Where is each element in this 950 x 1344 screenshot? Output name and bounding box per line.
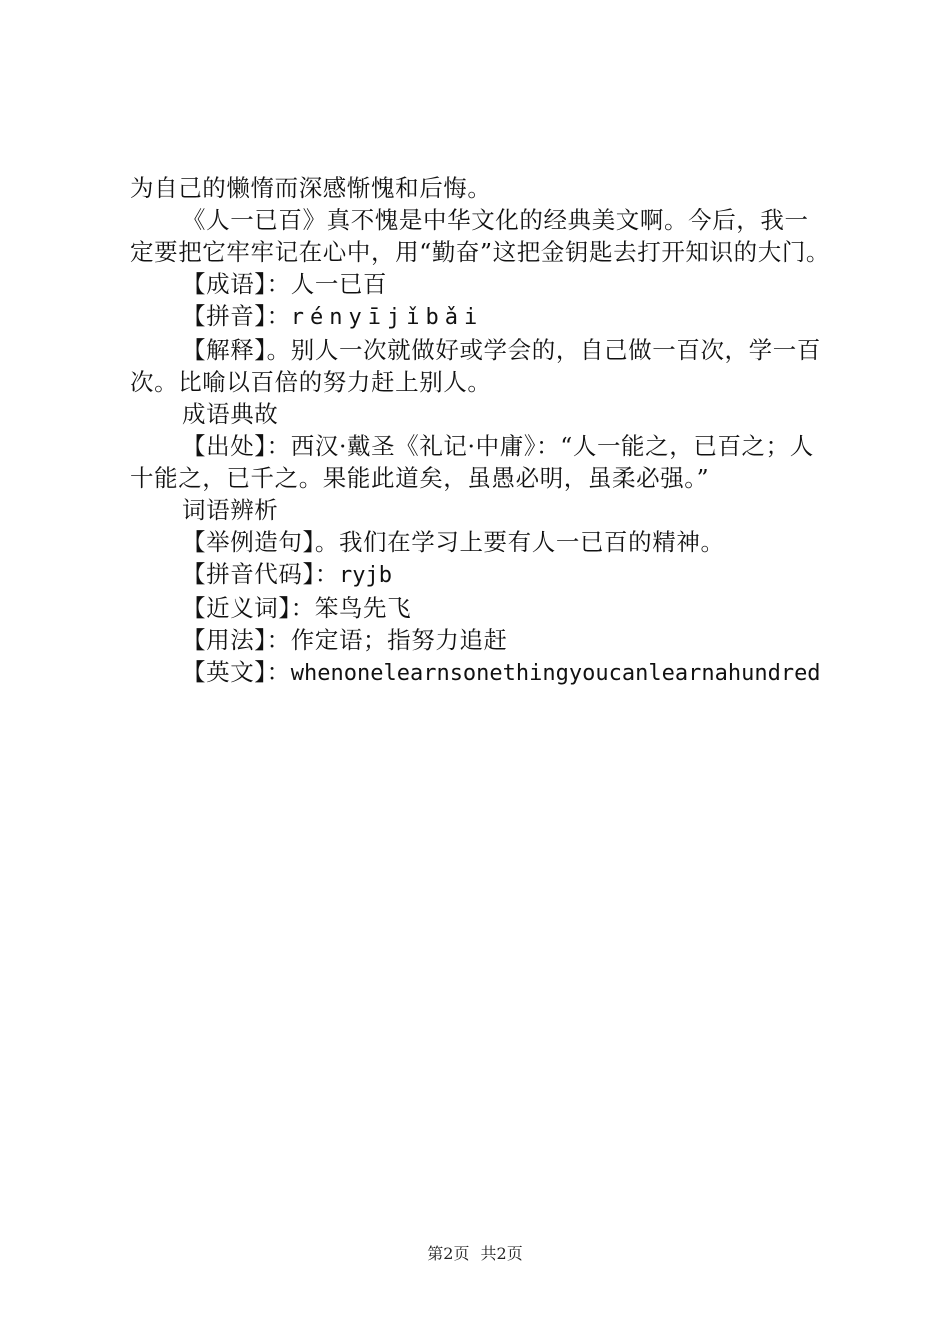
entry-pinyin-value: rényījǐbǎi bbox=[290, 305, 484, 330]
entry-idiom bbox=[130, 268, 832, 300]
entry-english-label: 【英文】： bbox=[182, 658, 291, 686]
entry-pinyin-code-value: ryjb bbox=[338, 563, 392, 588]
entry-pinyin bbox=[130, 300, 832, 334]
paragraph-conclusion: 《人一已百》真不愧是中华文化的经典美文啊。今后，我一定要把它牢牢记在心中，用“勤奋”这把金钥匙去打开知识的大门。 bbox=[130, 206, 831, 266]
page-total: 共2页 bbox=[480, 1244, 523, 1263]
entry-pinyin-code-label: 【拼音代码】： bbox=[182, 560, 339, 588]
entry-english bbox=[130, 656, 832, 690]
document-body bbox=[130, 172, 832, 690]
entry-pinyin-code bbox=[130, 558, 832, 592]
entry-pinyin-label: 【拼音】： bbox=[182, 302, 291, 330]
entry-usage: 【用法】：作定语；指努力追赶 bbox=[182, 626, 508, 654]
section-heading-origin: 成语典故 bbox=[182, 400, 279, 428]
entry-idiom-value: 人一已百 bbox=[290, 270, 388, 298]
section-heading-analysis: 词语辨析 bbox=[182, 496, 279, 524]
page-number: 第2页 bbox=[427, 1244, 470, 1263]
page-footer bbox=[0, 1243, 950, 1265]
entry-synonym: 【近义词】：笨鸟先飞 bbox=[182, 594, 412, 622]
entry-english-value: whenonelearnsonethingyoucanlearnahundred bbox=[290, 661, 821, 686]
paragraph-continuation: 为自己的懒惰而深感惭愧和后悔。 bbox=[130, 174, 492, 202]
entry-idiom-label: 【成语】： bbox=[182, 270, 291, 298]
entry-source: 【出处】：西汉·戴圣《礼记·中庸》：“人一能之，已百之；人十能之，已千之。果能此道矣，虽愚必明，虽柔必强。” bbox=[130, 432, 814, 492]
entry-example: 【举例造句】。我们在学习上要有人一已百的精神。 bbox=[182, 528, 725, 556]
entry-explanation: 【解释】。别人一次就做好或学会的，自己做一百次，学一百次。比喻以百倍的努力赶上别人。 bbox=[130, 336, 821, 396]
